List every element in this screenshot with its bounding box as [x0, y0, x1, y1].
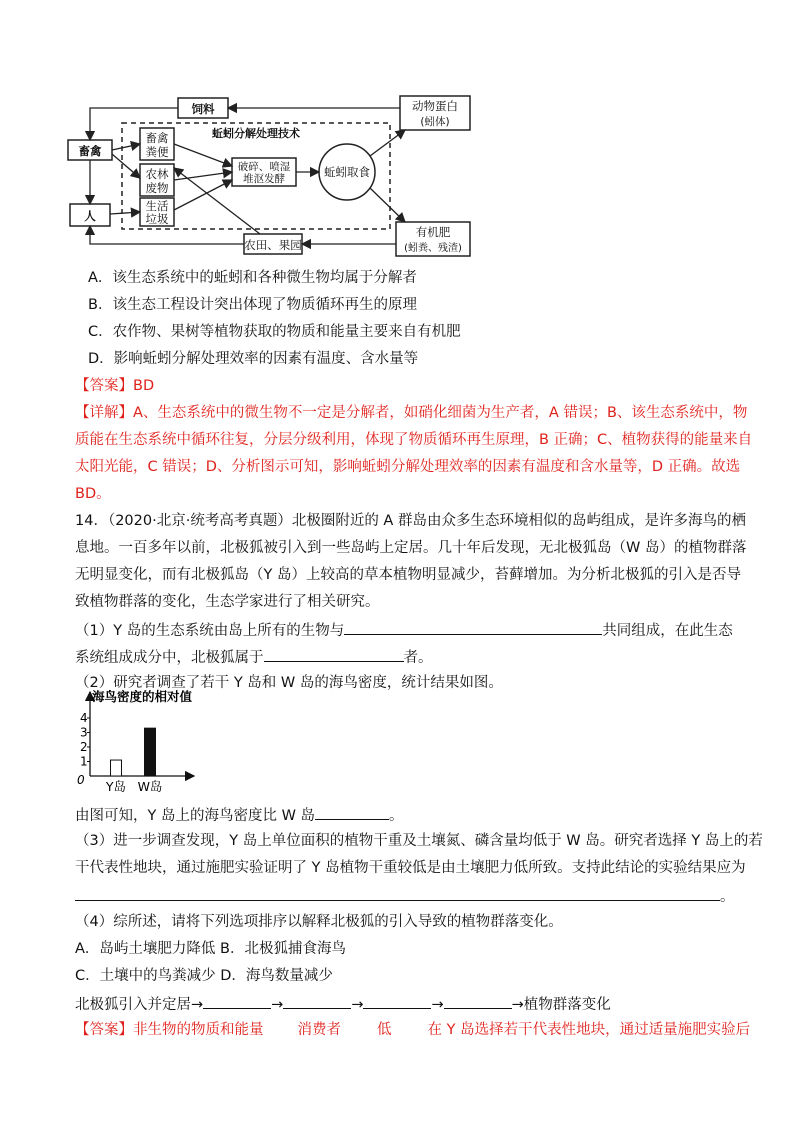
q14-part4: （4）综所述，请将下列选项排序以解释北极狐的引入导致的植物群落变化。 [75, 914, 563, 930]
option-b: B．该生态工程设计突出体现了物质循环再生的原理 [88, 297, 417, 313]
q14-part4-options-2: C．土壤中的鸟粪减少 D．海鸟数量减少 [75, 968, 333, 984]
seq-arrow-2: → [351, 997, 364, 1013]
earthworm-label: 蚯蚓取食 [324, 165, 370, 179]
option-d: D．影响蚯蚓分解处理效率的因素有温度、含水量等 [88, 351, 419, 367]
seq-arrow-3: → [431, 997, 444, 1013]
q14-stem-4: 致植物群落的变化，生态学家进行了相关研究。 [75, 594, 380, 610]
process-label-1: 破碎、喷湿 [237, 161, 291, 173]
garbage-label-2: 垃圾 [145, 212, 169, 226]
seq-start: 北极狐引入并定居→ [75, 997, 204, 1013]
manure-label-2: 粪便 [145, 145, 169, 159]
q14-sequence [75, 992, 611, 1016]
y-tick-label: 0 [77, 773, 85, 787]
q14-answer-4: 在 Y 岛选择若干代表性地块，通过适量施肥实验后 [427, 1022, 751, 1038]
q13-detail-line-2: 质能在生态系统中循环往复，分层分级利用，体现了物质循环再生原理，B 正确；C、植物获得的能量来自 [75, 432, 753, 448]
q14-answer-tag: 【答案】 [75, 1022, 133, 1038]
q14-part3-line3 [75, 884, 735, 908]
option-a: A．该生态系统中的蚯蚓和各种微生物均属于分解者 [88, 270, 417, 286]
eco-diagram [60, 88, 480, 260]
q14-part4-options-1: A．岛屿土壤肥力降低 B．北极狐捕食海鸟 [75, 941, 346, 957]
bar-w-island [145, 728, 156, 776]
seabird-density-chart [74, 686, 214, 798]
y-tick-label: 3 [80, 725, 88, 740]
q14-answer-2: 消费者 [297, 1022, 341, 1038]
option-c: C．农作物、果树等植物获取的物质和能量主要来自有机肥 [88, 324, 461, 340]
answer-blank-2[interactable] [264, 645, 404, 662]
human-label: 人 [84, 209, 96, 223]
protein-label-1: 动物蛋白 [412, 99, 458, 113]
q14-part3-line2: 干代表性地块，通过施肥实验证明了 Y 岛植物干重较低是由土壤肥力低所致。支持此结论的实验结果应为 [75, 860, 746, 876]
seq-arrow-1: → [271, 997, 284, 1013]
p2-after-text: 由图可知，Y 岛上的海鸟密度比 W 岛 [75, 808, 316, 824]
garbage-label-1: 生活 [145, 199, 169, 213]
seq-blank-3[interactable] [363, 992, 431, 1009]
p3-period: 。 [720, 889, 735, 905]
q14-part1-line1 [75, 618, 733, 642]
protein-label-2: (蚓体) [420, 116, 450, 128]
q13-detail-line-3: 太阳光能，C 错误；D、分析图示可知，影响蚯蚓分解处理效率的因素有温度和含水量等，D 正确。故选 [75, 459, 741, 475]
q14-stem-3: 无明显变化，而有北极狐岛（Y 岛）上较高的草本植物明显减少，苔藓增加。为分析北极狐的引入是否导 [75, 567, 741, 583]
y-tick-label: 2 [80, 740, 88, 754]
p2-after-period: 。 [389, 808, 404, 824]
q14-part1-line2 [75, 645, 433, 669]
q14-part2: （2）研究者调查了若干 Y 岛和 W 岛的海鸟密度，统计结果如图。 [75, 675, 503, 691]
q14-part3-line1: （3）进一步调查发现，Y 岛上单位面积的植物干重及土壤氮、磷含量均低于 W 岛。研究者选择 Y 岛上的若 [75, 833, 763, 849]
x-category-label: W岛 [137, 779, 163, 794]
y-tick-label: 1 [80, 754, 88, 769]
livestock-label: 畜禽 [78, 144, 102, 158]
process-label-2: 堆沤发酵 [243, 173, 285, 185]
q14-stem-2: 息地。一百多年以前，北极狐被引入到一些岛屿上定居。几十年后发现，无北极狐岛（W 岛）的植物群落 [75, 540, 747, 556]
manure-label-1: 畜禽 [145, 131, 169, 145]
crop-label-2: 废物 [145, 181, 169, 195]
tech-title: 蚯蚓分解处理技术 [212, 127, 300, 140]
bar-y-island [111, 760, 122, 776]
q14-part2-after [75, 803, 404, 827]
q13-detail-line-1 [75, 402, 747, 424]
q14-stem-1: 14．（2020·北京·统考高考真题）北极圈附近的 A 群岛由众多生态环境相似的岛屿组成，是许多海鸟的栖 [75, 513, 746, 529]
q14-answer [75, 1019, 750, 1041]
seq-blank-2[interactable] [283, 992, 351, 1009]
answer-value: BD [133, 378, 155, 394]
q13-detail-line-4: BD。 [75, 486, 111, 502]
detail-text-1: A、生态系统中的微生物不一定是分解者，如硝化细菌为生产者，A 错误；B、该生态系统中，物 [133, 405, 748, 421]
seq-blank-1[interactable] [203, 992, 271, 1009]
crop-label-1: 农林 [145, 167, 169, 181]
detail-tag: 【详解】 [75, 405, 133, 421]
seq-blank-4[interactable] [444, 992, 512, 1009]
q14-answer-3: 低 [377, 1022, 392, 1038]
y-tick-label: 4 [80, 711, 88, 725]
fertilizer-label-1: 有机肥 [415, 225, 451, 239]
answer-blank-3[interactable] [315, 803, 389, 820]
x-category-label: Y岛 [105, 779, 127, 794]
answer-blank-1[interactable] [344, 618, 602, 635]
feed-label: 饲料 [191, 102, 215, 116]
seq-end: →植物群落变化 [511, 997, 611, 1013]
q13-answer [75, 375, 154, 397]
p1-text-c: 系统组成成分中，北极狐属于 [75, 650, 264, 666]
answer-blank-4[interactable] [75, 884, 720, 901]
fields-label: 农田、果园 [244, 238, 302, 252]
q14-answer-1: 非生物的物质和能量 [133, 1022, 264, 1038]
p1-text-a: （1）Y 岛的生态系统由岛上所有的生物与 [75, 623, 345, 639]
fertilizer-label-2: (蚓粪、残渣) [404, 243, 462, 254]
chart-title: 海鸟密度的相对值 [92, 689, 193, 704]
p1-text-b: 共同组成，在此生态 [602, 623, 733, 639]
p1-text-d: 者。 [403, 650, 433, 666]
answer-tag: 【答案】 [75, 378, 133, 394]
